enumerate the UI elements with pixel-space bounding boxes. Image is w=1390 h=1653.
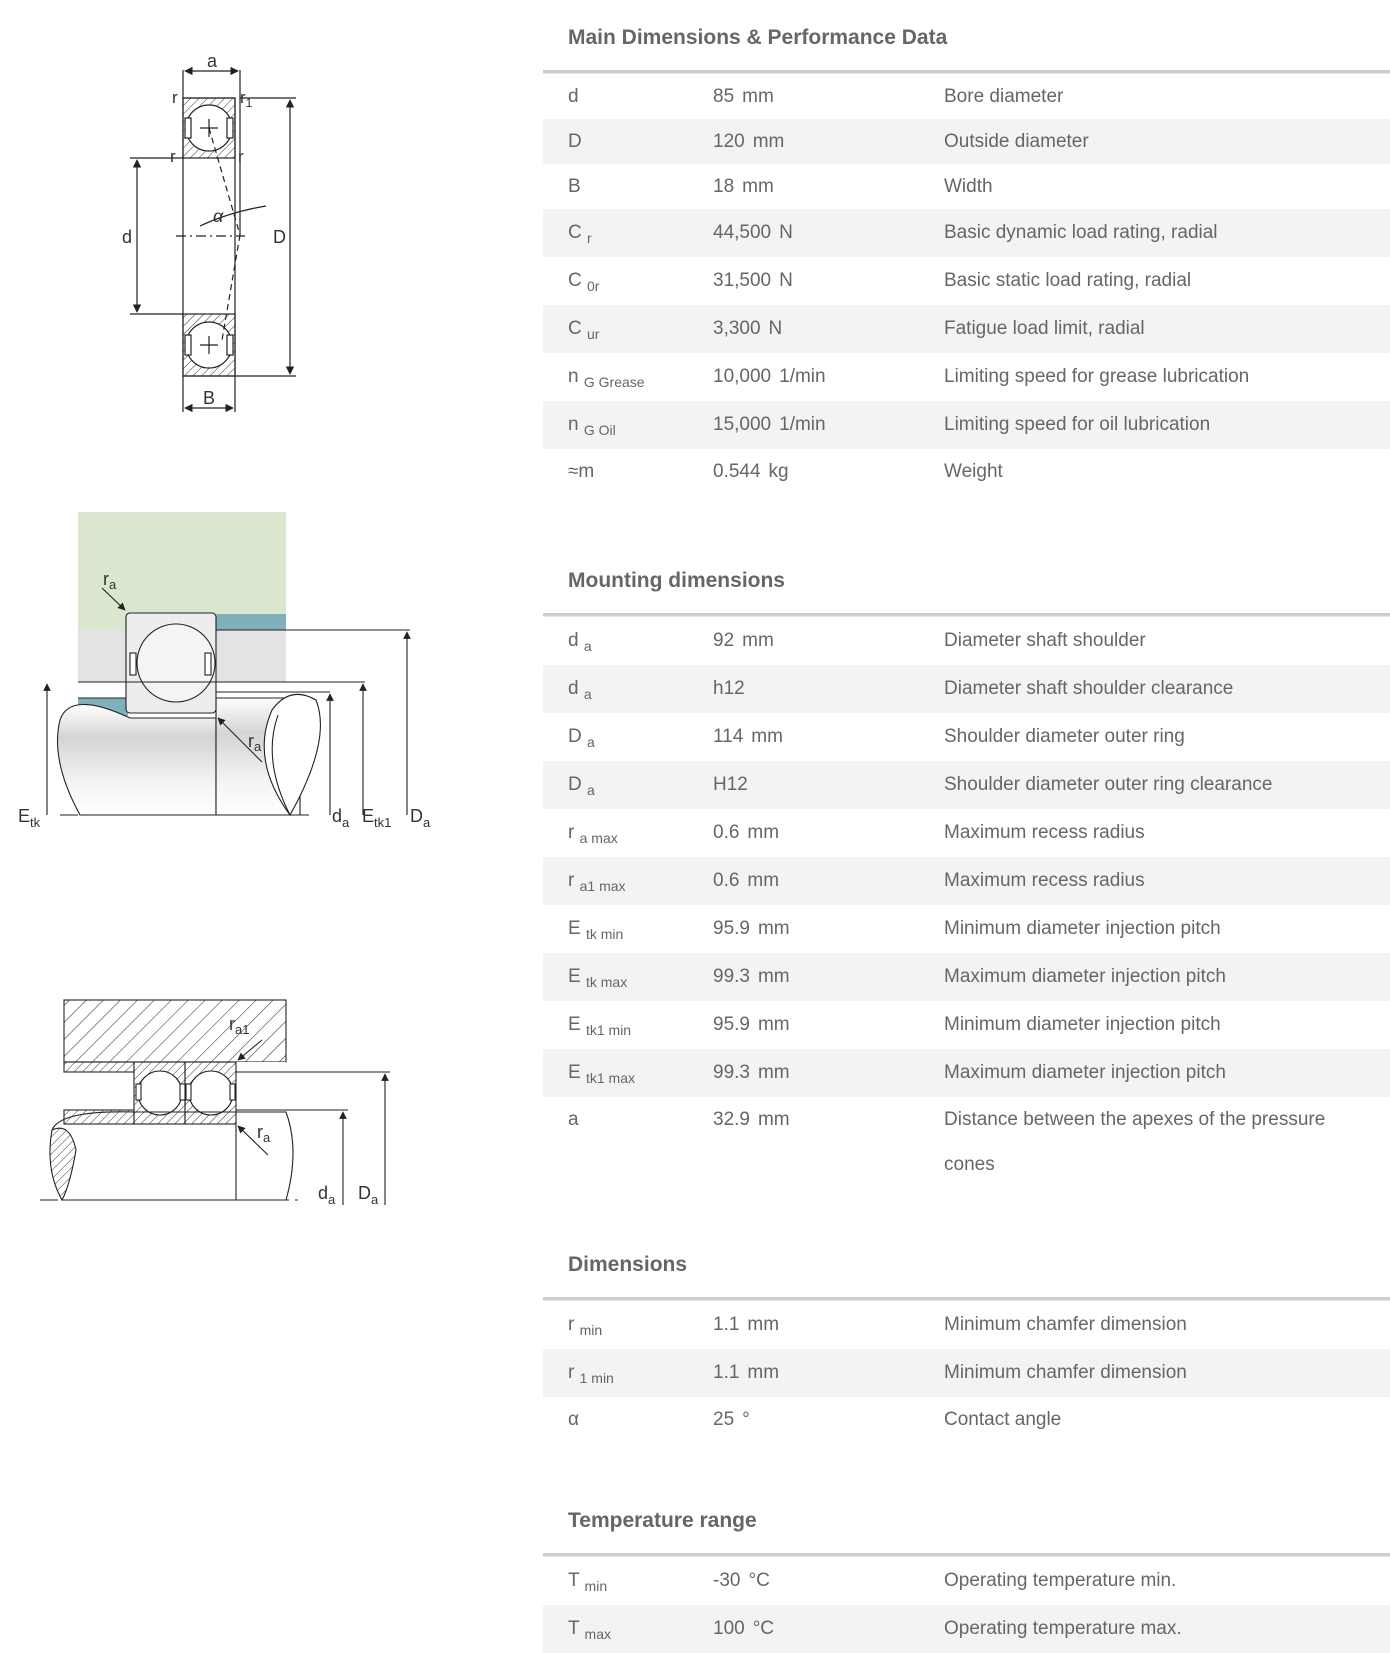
section-title: Dimensions xyxy=(568,1253,688,1276)
symbol: E xyxy=(568,1014,581,1035)
unit: mm xyxy=(757,918,790,939)
table-row xyxy=(543,1001,1390,1049)
symbol: T xyxy=(568,1618,580,1639)
value: 92 xyxy=(713,630,735,651)
table-row xyxy=(543,353,1390,401)
symbol-subscript: tk min xyxy=(585,926,624,942)
symbol: n xyxy=(568,414,579,435)
value-cell xyxy=(713,761,944,809)
symbol: D xyxy=(568,726,582,747)
value-cell xyxy=(713,1001,944,1049)
table-row xyxy=(543,401,1390,449)
symbol-cell xyxy=(543,1349,713,1397)
value: 3,300 xyxy=(713,318,761,339)
table-row xyxy=(543,164,1390,209)
unit: °C xyxy=(748,1570,770,1591)
symbol: C xyxy=(568,318,582,339)
value-cell xyxy=(713,1349,944,1397)
unit: mm xyxy=(757,1062,790,1083)
symbol-subscript: a xyxy=(583,686,592,702)
table-row xyxy=(543,1097,1390,1187)
value: 120 xyxy=(713,131,745,152)
value: 85 xyxy=(713,86,735,107)
value: 18 xyxy=(713,176,735,197)
ra-label-top: $r_a$ xyxy=(103,569,117,592)
paired-mounting-drawing xyxy=(40,1000,390,1205)
symbol-cell xyxy=(543,1301,713,1349)
value-cell xyxy=(713,209,944,257)
symbol-cell xyxy=(543,713,713,761)
description: Basic dynamic load rating, radial xyxy=(944,222,1218,243)
unit: kg xyxy=(768,461,789,482)
symbol: B xyxy=(568,176,581,197)
value-cell xyxy=(713,1049,944,1097)
table-row xyxy=(543,953,1390,1001)
Da-label-fig3: $D_a$ xyxy=(358,1183,379,1207)
symbol: C xyxy=(568,222,582,243)
value-cell xyxy=(713,1301,944,1349)
section-mounting-dimensions xyxy=(543,543,1390,1187)
symbol-subscript: tk1 min xyxy=(585,1022,632,1038)
description: Width xyxy=(944,176,993,197)
symbol: r xyxy=(568,870,575,891)
symbol-subscript: min xyxy=(584,1578,608,1594)
value-cell xyxy=(713,449,944,495)
value: 100 xyxy=(713,1618,745,1639)
symbol-cell xyxy=(543,665,713,713)
value-cell xyxy=(713,401,944,449)
Da-label: $D_a$ xyxy=(410,806,431,830)
symbol-cell xyxy=(543,401,713,449)
value-cell xyxy=(713,353,944,401)
unit: mm xyxy=(757,1014,790,1035)
value-cell xyxy=(713,713,944,761)
symbol: E xyxy=(568,918,581,939)
da-label: $d_a$ xyxy=(332,806,350,830)
symbol-cell xyxy=(543,905,713,953)
unit: 1/min xyxy=(779,366,826,387)
description: Operating temperature max. xyxy=(944,1618,1182,1639)
description: Minimum diameter injection pitch xyxy=(944,918,1221,939)
unit: mm xyxy=(747,1362,780,1383)
value-cell xyxy=(713,1097,944,1142)
value: 25 xyxy=(713,1409,735,1430)
value: 31,500 xyxy=(713,270,772,291)
value: 0.544 xyxy=(713,461,761,482)
description: Diameter shaft shoulder clearance xyxy=(944,678,1234,699)
value: 99.3 xyxy=(713,1062,750,1083)
value: 99.3 xyxy=(713,966,750,987)
table-row xyxy=(543,209,1390,257)
value: 44,500 xyxy=(713,222,772,243)
section-title: Mounting dimensions xyxy=(568,569,785,592)
bearing-drawings xyxy=(0,0,520,1543)
table-row xyxy=(543,761,1390,809)
table-row xyxy=(543,1397,1390,1443)
description: Maximum diameter injection pitch xyxy=(944,966,1226,987)
symbol-cell xyxy=(543,209,713,257)
value: h12 xyxy=(713,678,745,699)
symbol-subscript: a xyxy=(587,734,595,750)
table-row xyxy=(543,74,1390,119)
symbol: D xyxy=(568,131,582,152)
unit: mm xyxy=(742,86,774,107)
table-row xyxy=(543,713,1390,761)
symbol-cell xyxy=(543,809,713,857)
symbol: d xyxy=(568,86,579,107)
symbol-cell xyxy=(543,1605,713,1653)
description: Operating temperature min. xyxy=(944,1570,1177,1591)
symbol: ≈m xyxy=(568,461,595,482)
symbol-subscript: a xyxy=(583,638,592,654)
ra1-label: $r_{a1}$ xyxy=(229,1014,250,1037)
value: 114 xyxy=(713,726,744,747)
symbol-cell xyxy=(543,257,713,305)
description: Distance between the apexes of the pressure cones xyxy=(944,1109,1326,1175)
ra-label-fig3: $r_a$ xyxy=(257,1122,271,1145)
description: Diameter shaft shoulder xyxy=(944,630,1146,651)
symbol-subscript: G Oil xyxy=(583,422,616,438)
description: Weight xyxy=(944,461,1003,482)
value-cell xyxy=(713,119,944,164)
dim-D-label: D xyxy=(273,227,286,247)
unit: mm xyxy=(742,630,774,651)
symbol-cell xyxy=(543,1557,713,1605)
value: 32.9 xyxy=(713,1109,750,1130)
description: Maximum diameter injection pitch xyxy=(944,1062,1226,1083)
dim-r1-label: $r_1$ xyxy=(240,88,253,110)
dim-alpha-label: α xyxy=(213,206,224,226)
unit: 1/min xyxy=(779,414,826,435)
value-cell xyxy=(713,305,944,353)
symbol-cell xyxy=(543,761,713,809)
symbol: α xyxy=(568,1409,579,1430)
unit: N xyxy=(779,270,793,291)
symbol-subscript: ur xyxy=(587,326,600,342)
value: 0.6 xyxy=(713,870,740,891)
symbol-cell xyxy=(543,119,713,164)
description: Fatigue load limit, radial xyxy=(944,318,1145,339)
Etk-label: $E_{tk}$ xyxy=(18,806,41,830)
value: 95.9 xyxy=(713,1014,750,1035)
description: Shoulder diameter outer ring xyxy=(944,726,1185,747)
section-main-dimensions xyxy=(543,0,1390,495)
symbol-subscript: 1 min xyxy=(579,1370,614,1386)
dim-r-label-3: r xyxy=(238,147,244,166)
symbol-subscript: max xyxy=(584,1626,611,1642)
da-label-fig3: $d_a$ xyxy=(318,1183,336,1207)
value: -30 xyxy=(713,1570,741,1591)
ra-label-bottom: $r_a$ xyxy=(248,731,262,754)
table-row xyxy=(543,1605,1390,1653)
spec-tables xyxy=(543,0,1390,1653)
value-cell xyxy=(713,857,944,905)
symbol-subscript: a xyxy=(587,782,595,798)
symbol: a xyxy=(568,1109,579,1130)
symbol-cell xyxy=(543,857,713,905)
symbol-subscript: tk max xyxy=(585,974,628,990)
description: Shoulder diameter outer ring clearance xyxy=(944,774,1273,795)
unit: mm xyxy=(751,726,783,747)
symbol: d xyxy=(568,630,579,651)
symbol-cell xyxy=(543,449,713,495)
table-row xyxy=(543,1301,1390,1349)
symbol: r xyxy=(568,1362,575,1383)
value-cell xyxy=(713,953,944,1001)
value-cell xyxy=(713,1605,944,1653)
table-row xyxy=(543,617,1390,665)
table-row xyxy=(543,119,1390,164)
value-cell xyxy=(713,164,944,209)
symbol: n xyxy=(568,366,579,387)
value-cell xyxy=(713,257,944,305)
section-title: Main Dimensions & Performance Data xyxy=(568,26,948,49)
description: Basic static load rating, radial xyxy=(944,270,1192,291)
symbol-subscript: tk1 max xyxy=(585,1070,635,1086)
unit: °C xyxy=(752,1618,775,1639)
table-row xyxy=(543,809,1390,857)
symbol-cell xyxy=(543,953,713,1001)
value-cell xyxy=(713,905,944,953)
symbol: r xyxy=(568,822,575,843)
table-row xyxy=(543,665,1390,713)
mounting-drawing xyxy=(47,512,410,815)
value: 1.1 xyxy=(713,1314,740,1335)
symbol: T xyxy=(568,1570,580,1591)
section-temperature-range xyxy=(543,1483,1390,1653)
symbol: C xyxy=(568,270,582,291)
symbol-subscript: a1 max xyxy=(579,878,626,894)
description: Maximum recess radius xyxy=(944,870,1145,891)
value-cell xyxy=(713,1557,944,1605)
symbol: E xyxy=(568,1062,581,1083)
description: Minimum chamfer dimension xyxy=(944,1314,1187,1335)
unit: N xyxy=(779,222,793,243)
value-cell xyxy=(713,809,944,857)
dim-d-label: d xyxy=(122,227,133,247)
table-row xyxy=(543,305,1390,353)
description: Minimum chamfer dimension xyxy=(944,1362,1187,1383)
value-cell xyxy=(713,665,944,713)
symbol-cell xyxy=(543,164,713,209)
table-row xyxy=(543,257,1390,305)
symbol-cell xyxy=(543,353,713,401)
table-row xyxy=(543,1349,1390,1397)
table-row xyxy=(543,449,1390,495)
unit: mm xyxy=(742,176,774,197)
value: 10,000 xyxy=(713,366,772,387)
Etk1-label: $E_{tk1}$ xyxy=(362,806,392,830)
unit: N xyxy=(768,318,783,339)
description: Limiting speed for oil lubrication xyxy=(944,414,1211,435)
section-title: Temperature range xyxy=(568,1509,757,1532)
symbol-cell xyxy=(543,1001,713,1049)
section-dimensions xyxy=(543,1227,1390,1443)
dim-r-label-2: r xyxy=(170,147,176,166)
unit: mm xyxy=(747,870,780,891)
table-row xyxy=(543,1557,1390,1605)
drawings-panel xyxy=(0,0,520,1543)
symbol-cell xyxy=(543,305,713,353)
symbol-cell xyxy=(543,1097,713,1142)
dim-B-label: B xyxy=(202,388,216,408)
table-row xyxy=(543,1049,1390,1097)
description: Bore diameter xyxy=(944,86,1064,107)
unit: mm xyxy=(757,966,790,987)
description: Outside diameter xyxy=(944,131,1089,152)
symbol-subscript: 0r xyxy=(587,278,600,294)
symbol: r xyxy=(568,1314,575,1335)
bearing-section-drawing xyxy=(130,70,296,412)
dim-r-label: r xyxy=(172,88,178,107)
description: Limiting speed for grease lubrication xyxy=(944,366,1250,387)
unit: mm xyxy=(757,1109,790,1130)
value: 15,000 xyxy=(713,414,772,435)
symbol-cell xyxy=(543,1049,713,1097)
value-cell xyxy=(713,74,944,119)
value-cell xyxy=(713,1397,944,1443)
unit: ° xyxy=(742,1409,750,1430)
description: Contact angle xyxy=(944,1409,1062,1430)
symbol-subscript: G Grease xyxy=(583,374,645,390)
table-row xyxy=(543,905,1390,953)
value: 95.9 xyxy=(713,918,750,939)
symbol: D xyxy=(568,774,582,795)
table-row xyxy=(543,857,1390,905)
unit: mm xyxy=(752,131,785,152)
unit: mm xyxy=(747,1314,780,1335)
value: H12 xyxy=(713,774,748,795)
dim-a-label: a xyxy=(206,51,218,71)
symbol: d xyxy=(568,678,579,699)
symbol-subscript: min xyxy=(579,1322,603,1338)
symbol-subscript: r xyxy=(587,230,592,246)
symbol-subscript: a max xyxy=(579,830,618,846)
value: 1.1 xyxy=(713,1362,740,1383)
symbol: E xyxy=(568,966,581,987)
symbol-cell xyxy=(543,617,713,665)
unit: mm xyxy=(747,822,780,843)
symbol-cell xyxy=(543,74,713,119)
symbol-cell xyxy=(543,1397,713,1443)
description: Maximum recess radius xyxy=(944,822,1145,843)
value: 0.6 xyxy=(713,822,740,843)
value-cell xyxy=(713,617,944,665)
description: Minimum diameter injection pitch xyxy=(944,1014,1221,1035)
